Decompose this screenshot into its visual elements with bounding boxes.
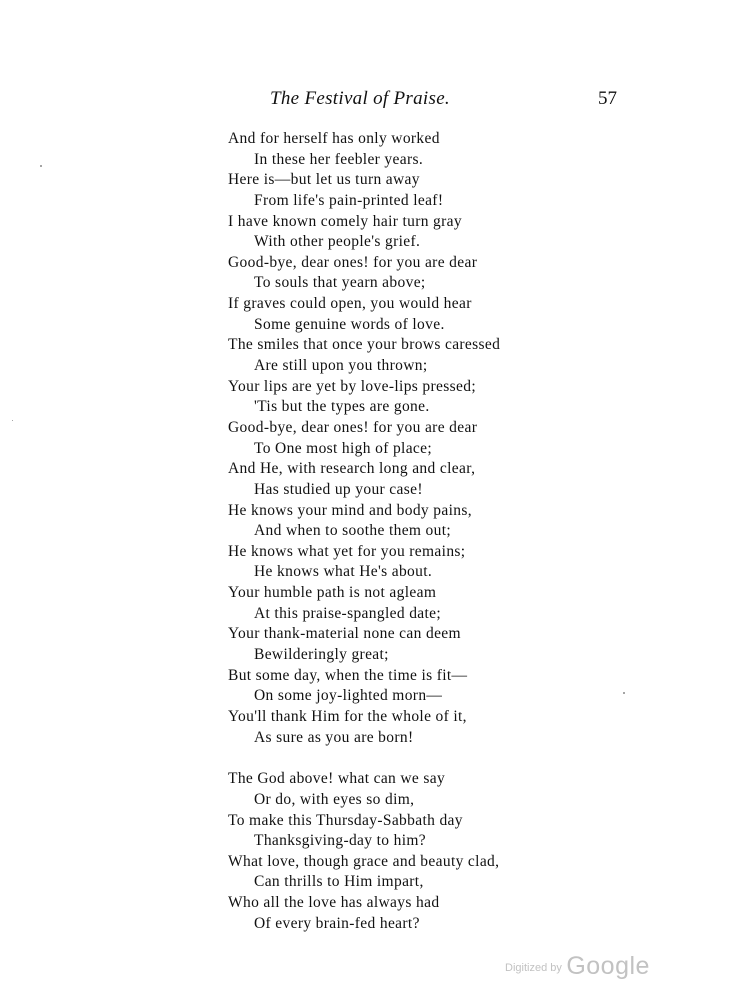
poem-line: The God above! what can we say bbox=[228, 770, 446, 788]
poem-line: Some genuine words of love. bbox=[254, 315, 445, 333]
poem-line: Bewilderingly great; bbox=[254, 646, 389, 664]
poem-line: With other people's grief. bbox=[254, 233, 421, 251]
poem-line: Thanksgiving-day to him? bbox=[254, 832, 426, 850]
poem-line: Good-bye, dear ones! for you are dear bbox=[228, 253, 478, 271]
poem-line: Here is—but let us turn away bbox=[228, 171, 420, 189]
poem-line: To make this Thursday-Sabbath day bbox=[228, 811, 463, 829]
poem-line: As sure as you are born! bbox=[254, 728, 414, 746]
digitized-by-google-watermark bbox=[505, 952, 650, 981]
scan-speck bbox=[12, 420, 13, 421]
poem-line: Or do, with eyes so dim, bbox=[254, 790, 415, 808]
scan-speck bbox=[40, 165, 42, 167]
poem-line: And for herself has only worked bbox=[228, 130, 440, 147]
poem-line: Are still upon you thrown; bbox=[254, 357, 428, 375]
poem-line: At this praise-spangled date; bbox=[254, 604, 442, 622]
poem-line: He knows what He's about. bbox=[254, 563, 433, 581]
poem-line: Your lips are yet by love-lips pressed; bbox=[228, 377, 476, 395]
poem-line: And when to soothe them out; bbox=[254, 522, 452, 540]
poem-line: To One most high of place; bbox=[254, 439, 433, 457]
poem-line: But some day, when the time is fit— bbox=[228, 666, 468, 684]
poem-stanza bbox=[228, 769, 648, 934]
page-number: 57 bbox=[598, 88, 617, 109]
poem-line: Your thank-material none can deem bbox=[228, 625, 461, 643]
poem-body bbox=[228, 129, 648, 934]
poem-line: He knows what yet for you remains; bbox=[228, 542, 466, 560]
poem-line: Your humble path is not agleam bbox=[228, 584, 437, 602]
poem-stanza bbox=[228, 129, 648, 748]
poem-line: 'Tis but the types are gone. bbox=[254, 398, 430, 416]
poem-line: Can thrills to Him impart, bbox=[254, 873, 424, 891]
poem-line: What love, though grace and beauty clad, bbox=[228, 852, 500, 870]
watermark-brand: Google bbox=[566, 952, 650, 980]
poem-line: You'll thank Him for the whole of it, bbox=[228, 707, 467, 725]
poem-line: Of every brain-fed heart? bbox=[254, 914, 420, 932]
poem-line: He knows your mind and body pains, bbox=[228, 501, 472, 519]
poem-line: To souls that yearn above; bbox=[254, 274, 426, 292]
poem-line: The smiles that once your brows caressed bbox=[228, 336, 501, 354]
poem-line: Has studied up your case! bbox=[254, 480, 423, 498]
scan-speck bbox=[623, 692, 625, 694]
poem-line: Good-bye, dear ones! for you are dear bbox=[228, 418, 478, 436]
poem-line: If graves could open, you would hear bbox=[228, 295, 472, 313]
poem-line: I have known comely hair turn gray bbox=[228, 212, 462, 230]
watermark-prefix: Digitized by bbox=[505, 962, 562, 974]
poem-line: And He, with research long and clear, bbox=[228, 460, 476, 478]
poem-line: From life's pain-printed leaf! bbox=[254, 191, 444, 209]
running-title: The Festival of Praise. bbox=[270, 88, 450, 109]
poem-line: In these her feebler years. bbox=[254, 150, 424, 168]
poem-line: Who all the love has always had bbox=[228, 894, 440, 912]
poem-line: On some joy-lighted morn— bbox=[254, 687, 443, 705]
